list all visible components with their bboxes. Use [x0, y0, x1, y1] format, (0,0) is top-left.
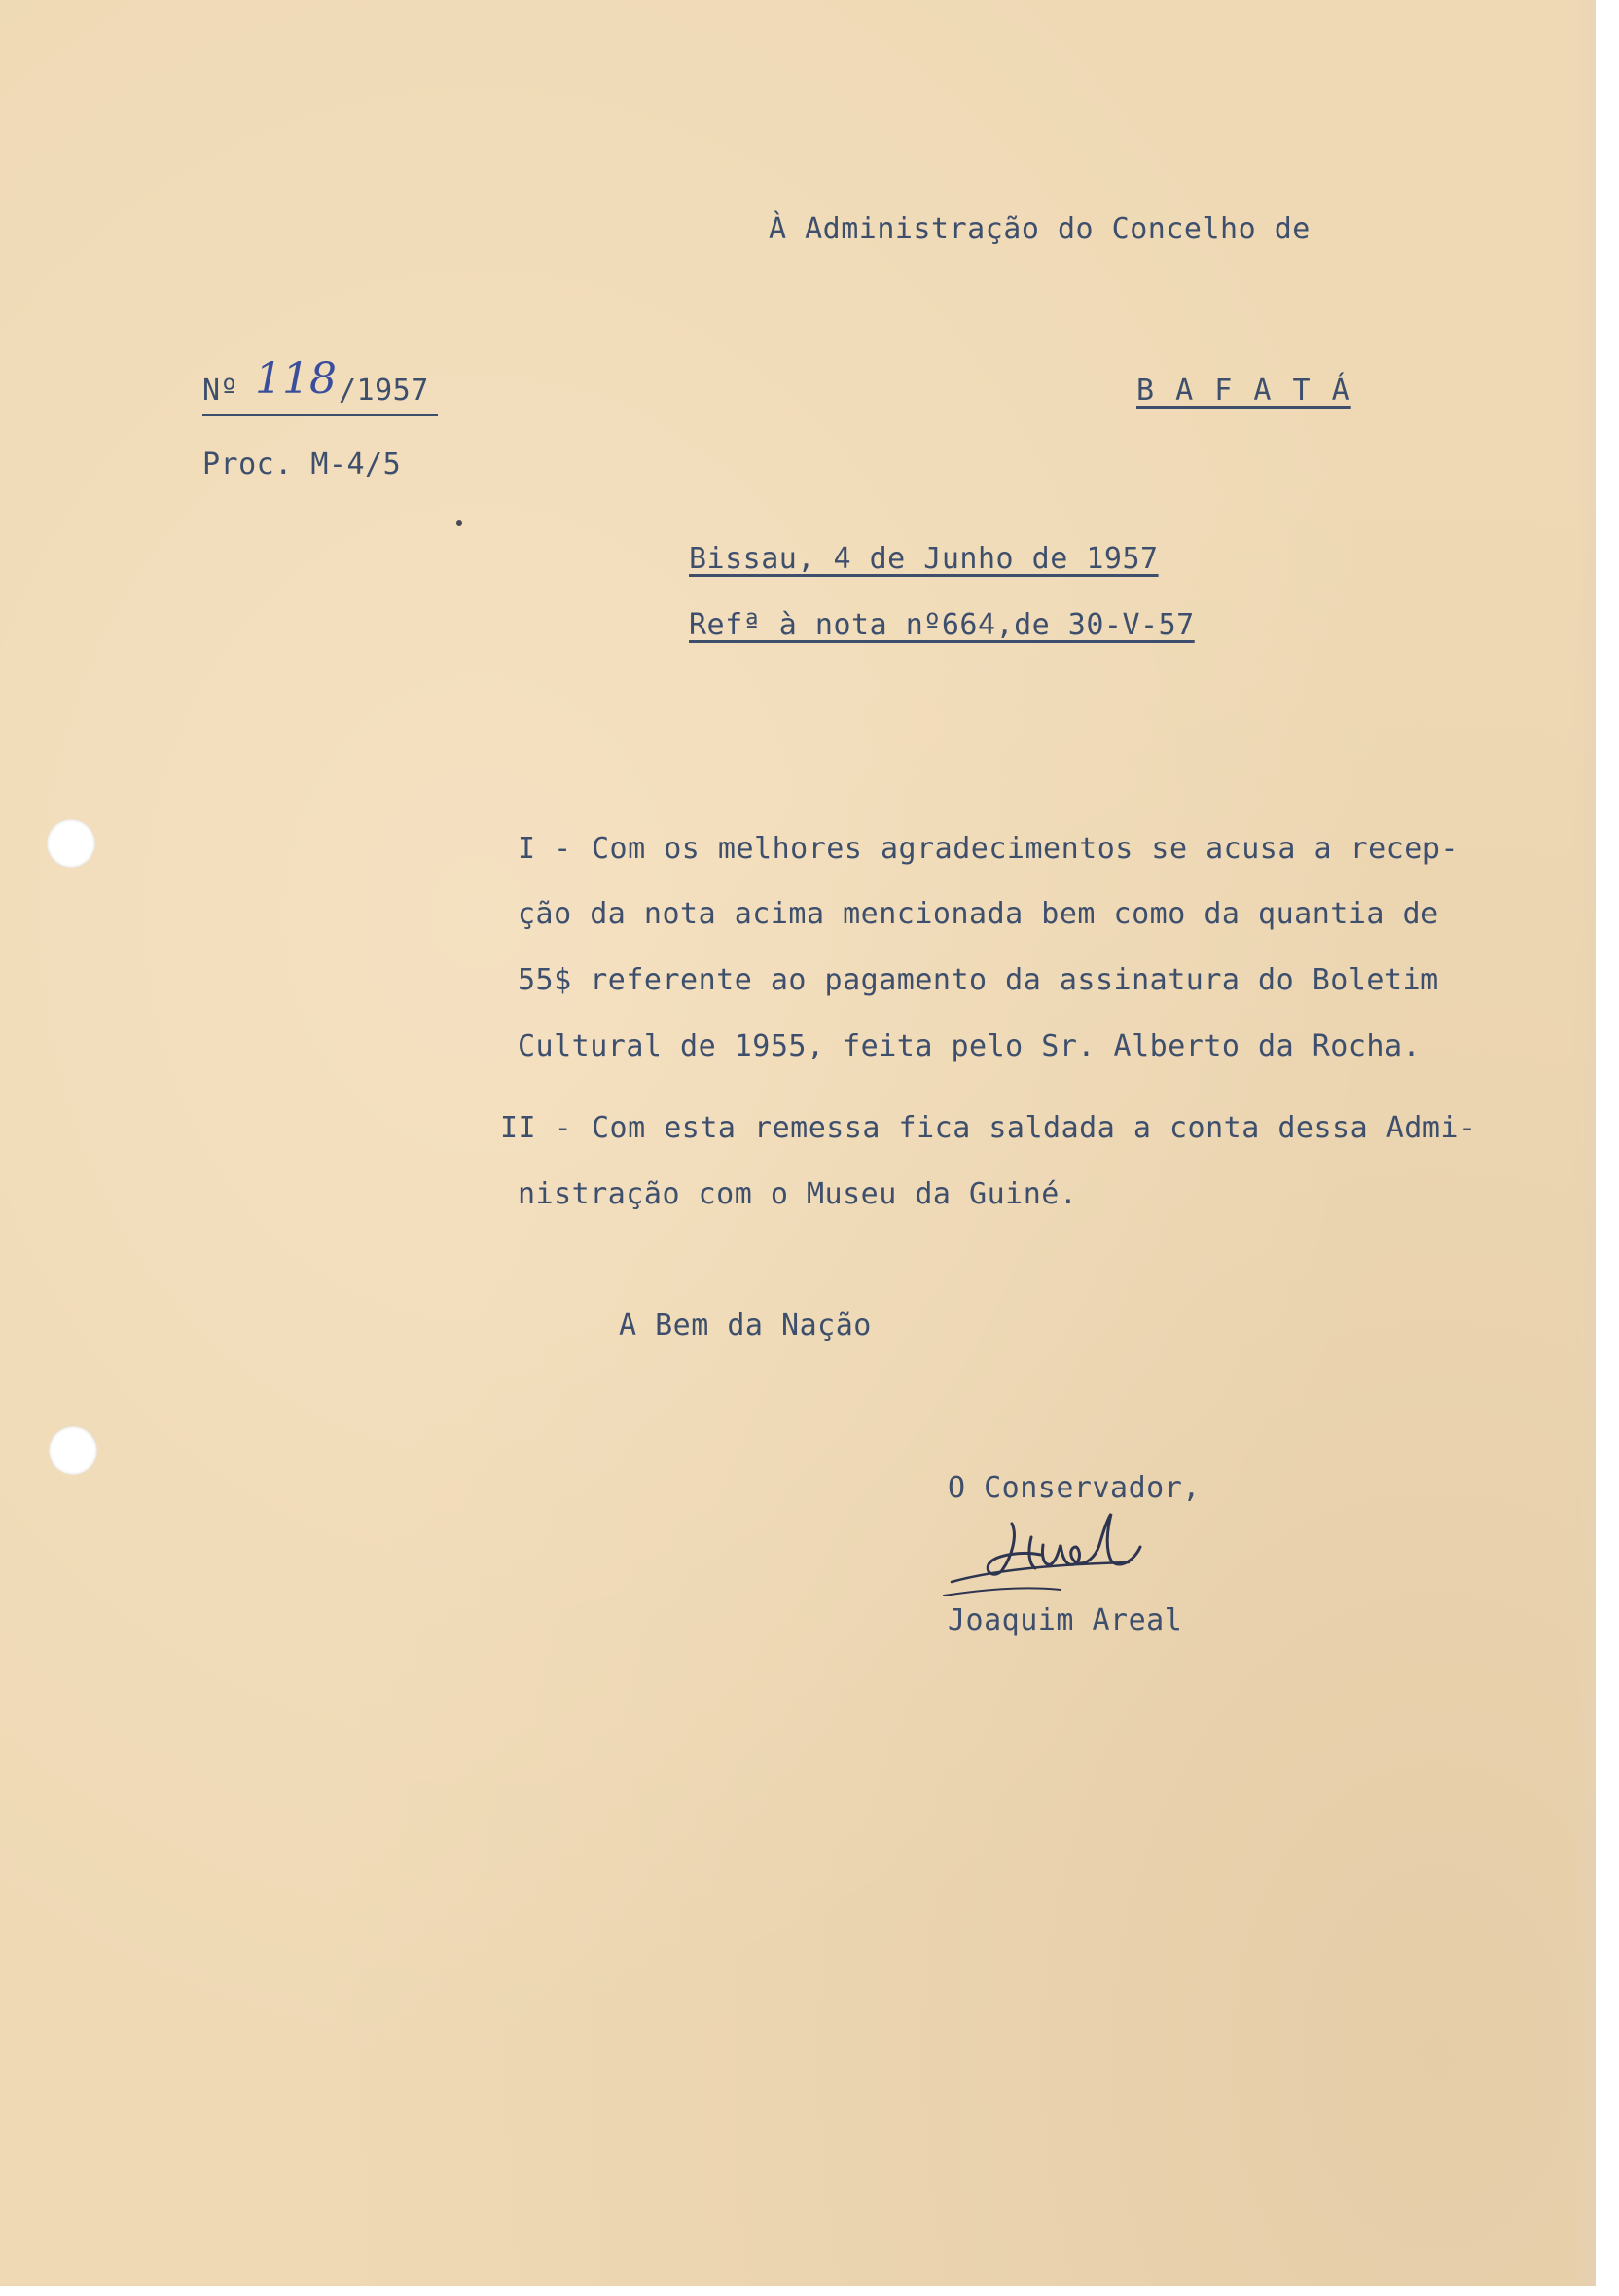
page-edge-shadow [1572, 0, 1596, 2286]
signature-mark [934, 1506, 1187, 1613]
body-line: 55$ referente ao pagamento da assinatura do Boletim [518, 963, 1439, 997]
reference-number-underline [202, 414, 438, 416]
addressee-line: À Administração do Concelho de [769, 212, 1311, 246]
signatory-name: Joaquim Areal [948, 1603, 1183, 1637]
body-line: nistração com o Museu da Guiné. [518, 1177, 1078, 1211]
ink-dot [456, 520, 462, 526]
punch-hole-top [47, 819, 95, 868]
punch-hole-bottom [49, 1426, 97, 1475]
reference-number-suffix: /1957 [339, 374, 429, 408]
place-date-line: Bissau, 4 de Junho de 1957 [689, 542, 1159, 576]
body-line: ção da nota acima mencionada bem como da quantia de [518, 897, 1439, 931]
reference-number [202, 354, 446, 418]
process-number: Proc. M-4/5 [202, 448, 402, 482]
body-line: Com esta remessa fica saldada a conta dessa Admi- [592, 1111, 1477, 1145]
body-line: Com os melhores agradecimentos se acusa a recep- [592, 832, 1458, 866]
reference-note-line: Refª à nota nº664,de 30-V-57 [689, 608, 1195, 642]
addressee-place: B A F A T Á [1136, 374, 1351, 408]
body-item-marker: I - [518, 832, 572, 866]
body-line: Cultural de 1955, feita pelo Sr. Alberto da Rocha. [518, 1029, 1421, 1063]
closing-salutation: A Bem da Nação [619, 1309, 872, 1343]
reference-number-handwritten: 118 [255, 354, 337, 404]
body-item-marker: II - [500, 1111, 573, 1145]
reference-number-prefix: Nº [202, 374, 239, 408]
signatory-title: O Conservador, [948, 1471, 1201, 1505]
